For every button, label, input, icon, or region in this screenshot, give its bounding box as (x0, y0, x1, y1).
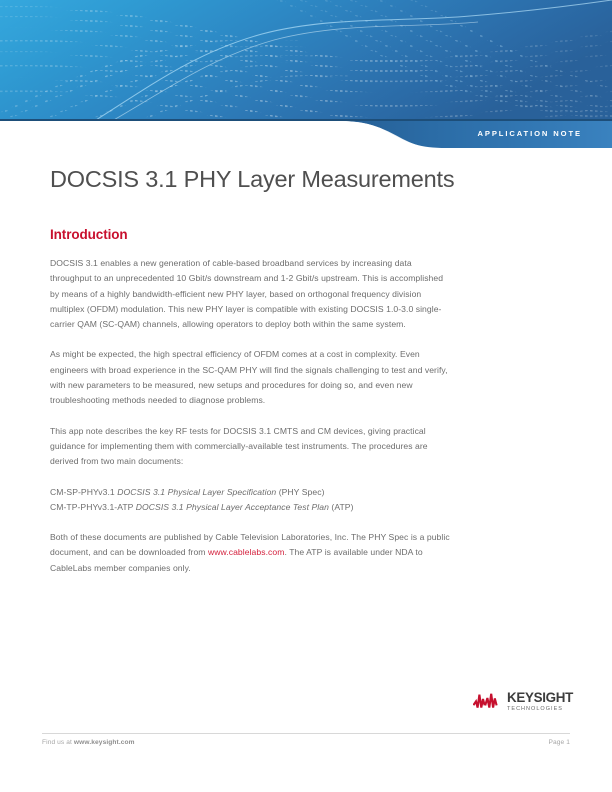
application-note-label: APPLICATION NOTE (477, 129, 582, 138)
reference-item (50, 485, 450, 500)
footer-website[interactable]: www.keysight.com (73, 739, 135, 746)
keysight-waveform-icon (473, 692, 501, 711)
keysight-tagline: TECHNOLOGIES (507, 705, 563, 712)
footer-find-us-prefix: Find us at (42, 739, 74, 746)
reference-code: CM-TP-PHYv3.1-ATP (50, 501, 134, 512)
reference-title: DOCSIS 3.1 Physical Layer Acceptance Test Plan (135, 501, 329, 512)
footer-page-number: Page 1 (548, 739, 570, 746)
page-title: DOCSIS 3.1 PHY Layer Measurements (50, 166, 455, 192)
reference-suffix: (ATP) (331, 501, 354, 512)
paragraph-3: This app note describes the key RF tests for DOCSIS 3.1 CMTS and CM devices, giving practical guidance for implementing them with commercially-available test instruments. The procedures are derived from two main documents: (50, 425, 428, 467)
keysight-logo (473, 691, 573, 712)
footer-find-us (42, 739, 135, 746)
banner-wave-graphic (0, 0, 612, 121)
section-heading-introduction: Introduction (50, 227, 128, 242)
reference-title: DOCSIS 3.1 Physical Layer Specification (117, 486, 277, 497)
paragraph-1: DOCSIS 3.1 enables a new generation of cable-based broadband services by increasing data throughput to an unprecedented 10 Gbit/s downstream and 1-2 Gbit/s upstream. This is accomplished by means of a highly bandwidth-efficient new PHY layer, based on orthogonal frequency division multiplex (OFDM) modulation. This new PHY layer is compatible with existing DOCSIS 1.0-3.0 single-carrier QAM (SC-QAM) channels, allowing operators to deploy both within the same system. (50, 258, 444, 330)
document-body (50, 166, 455, 576)
paragraph-2: As might be expected, the high spectral efficiency of OFDM comes at a cost in complexity. Even engineers with broad experience in the SC-QAM PHY will find the signals challenging to test and verify, with new parameters to be measured, new setups and procedures for doing so, and even new troubleshooting methods needed to diagnose problems. (50, 349, 448, 406)
closing-text-after: . The ATP is available under NDA to CableLabs member companies only. (50, 547, 423, 573)
reference-item (50, 500, 450, 515)
footer-divider (42, 733, 570, 734)
header-banner (0, 0, 612, 121)
keysight-wordmark: KEYSIGHT (507, 690, 574, 705)
closing-text-before: Both of these documents are published by Cable Television Laboratories, Inc. The PHY Spec is a public document, and can be downloaded from (50, 532, 450, 558)
page-footer (42, 739, 570, 746)
paragraph-closing (50, 530, 450, 576)
reference-code: CM-SP-PHYv3.1 (50, 486, 115, 497)
cablelabs-link[interactable]: www.cablelabs.com (207, 547, 285, 558)
reference-list (50, 485, 450, 516)
reference-suffix: (PHY Spec) (278, 486, 325, 497)
keysight-logo-text (507, 691, 573, 712)
